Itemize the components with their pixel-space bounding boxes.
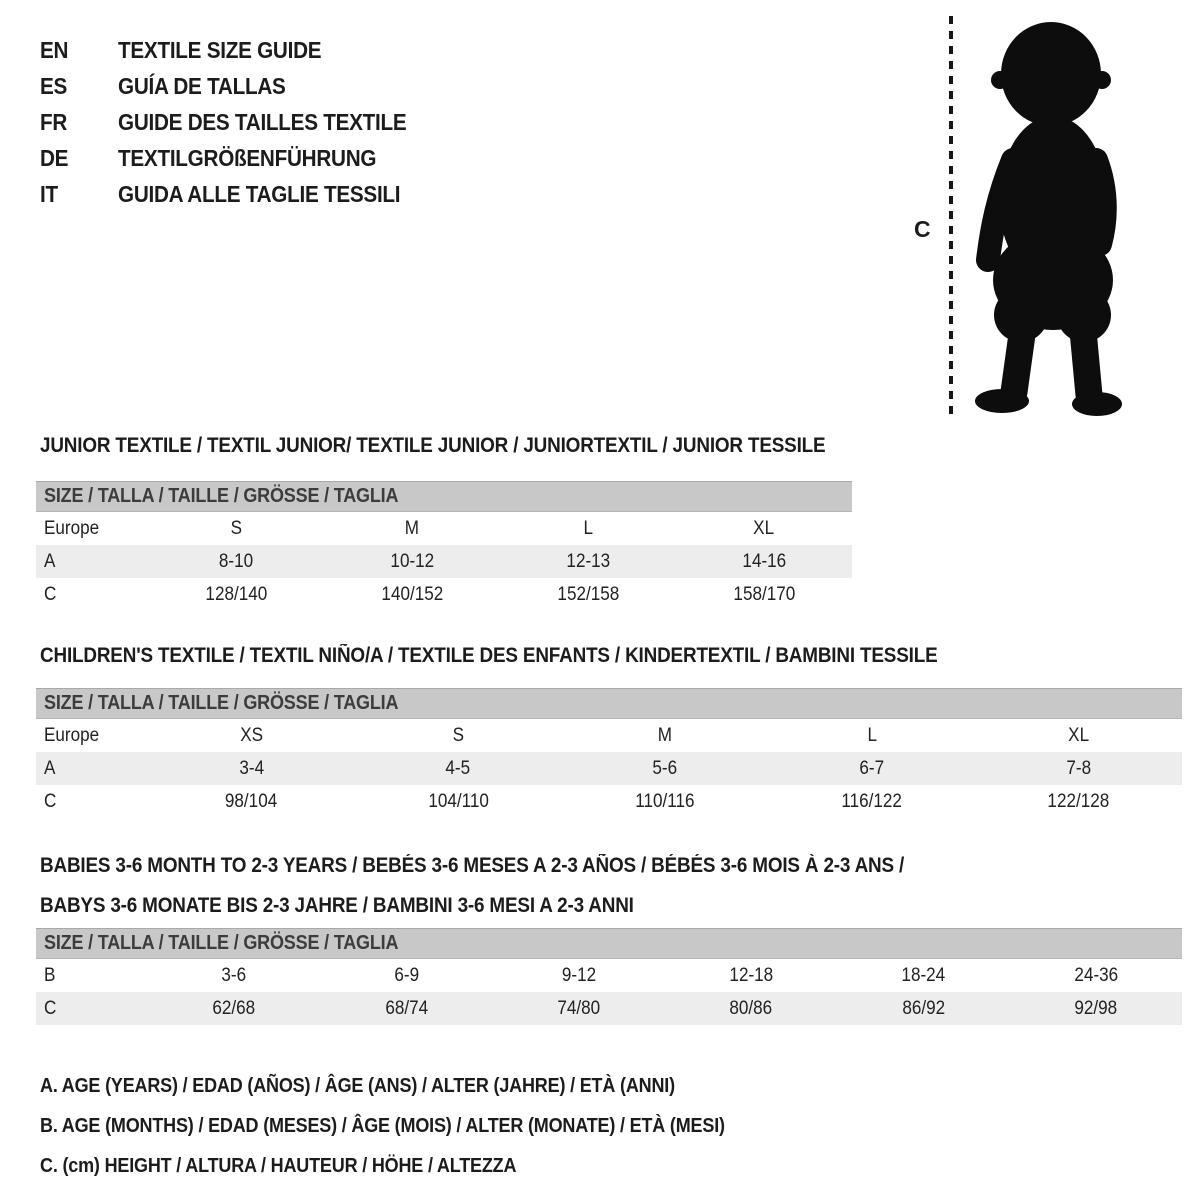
table-cell xyxy=(562,758,769,780)
cell-text: 68/74 xyxy=(385,997,428,1019)
size-header-text: SIZE / TALLA / TAILLE / GRÖSSE / TAGLIA xyxy=(44,692,399,714)
legend xyxy=(40,1066,801,1186)
table-cell xyxy=(500,584,676,606)
language-title: GUIDA ALLE TAGLIE TESSILI xyxy=(118,180,401,207)
table-cell xyxy=(768,791,975,813)
row-label xyxy=(36,518,148,540)
cell-text: XL xyxy=(753,517,775,539)
table-cell xyxy=(500,518,676,540)
cell-text: XS xyxy=(239,724,263,746)
table-cell xyxy=(324,551,500,573)
table-row xyxy=(36,545,852,578)
table-cell xyxy=(148,584,324,606)
language-row xyxy=(40,176,439,212)
row-label-text: C xyxy=(44,790,57,812)
height-label: C xyxy=(914,216,931,242)
legend-text: B. AGE (MONTHS) / EDAD (MESES) / ÂGE (MOIS) / ALTER (MONATE) / ETÀ (MESI) xyxy=(40,1114,725,1137)
legend-line-a xyxy=(40,1066,801,1106)
cell-text: 140/152 xyxy=(381,583,443,605)
table-row xyxy=(36,752,1182,785)
row-label-text: Europe xyxy=(44,517,100,539)
language-title: TEXTILE SIZE GUIDE xyxy=(118,36,322,63)
cell-text: 12-18 xyxy=(729,964,774,986)
cell-text: 12-13 xyxy=(566,550,610,572)
cell-text: S xyxy=(230,517,242,539)
legend-text: C. (cm) HEIGHT / ALTURA / HAUTEUR / HÖHE / ALTEZZA xyxy=(40,1154,517,1177)
table-cell xyxy=(562,791,769,813)
table-cell xyxy=(768,725,975,747)
row-label xyxy=(36,551,148,573)
cell-text: 80/86 xyxy=(729,997,773,1019)
table-cell xyxy=(320,998,492,1020)
language-code: ES xyxy=(40,72,68,99)
legend-line-c xyxy=(40,1146,801,1186)
table-cell xyxy=(324,518,500,540)
toddler-silhouette-icon xyxy=(958,12,1143,418)
cell-text: L xyxy=(583,517,593,539)
cell-text: 10-12 xyxy=(390,550,434,572)
section-title-text: CHILDREN'S TEXTILE / TEXTIL NIÑO/A / TEXTILE DES ENFANTS / KINDERTEXTIL / BAMBINI TESSILE xyxy=(40,644,938,667)
cell-text: 62/68 xyxy=(212,997,256,1019)
cell-text: 8-10 xyxy=(218,550,254,572)
table-cell xyxy=(148,551,324,573)
row-label xyxy=(36,725,148,747)
table-cell xyxy=(975,758,1182,780)
table-body xyxy=(36,719,1182,818)
row-label xyxy=(36,758,148,780)
language-code: EN xyxy=(40,36,69,63)
table-cell xyxy=(148,725,355,747)
language-row xyxy=(40,140,439,176)
table-cell xyxy=(148,965,320,987)
cell-text: 14-16 xyxy=(742,550,786,572)
cell-text: 74/80 xyxy=(557,997,601,1019)
cell-text: 4-5 xyxy=(445,757,471,779)
cell-text: 158/170 xyxy=(733,583,795,605)
cell-text: M xyxy=(657,724,673,746)
table-cell xyxy=(676,518,852,540)
row-label-text: Europe xyxy=(44,724,100,746)
table-row xyxy=(36,512,852,545)
table-cell xyxy=(768,758,975,780)
row-label-text: C xyxy=(44,583,57,605)
language-row xyxy=(40,68,439,104)
cell-text: 110/116 xyxy=(635,790,695,812)
cell-text: 122/128 xyxy=(1047,790,1110,812)
section-title-junior xyxy=(40,434,913,458)
language-code: DE xyxy=(40,144,69,171)
size-header-text: SIZE / TALLA / TAILLE / GRÖSSE / TAGLIA xyxy=(44,485,399,507)
table-body xyxy=(36,959,1182,1025)
section-title-babies xyxy=(40,846,1000,926)
section-title-text: JUNIOR TEXTILE / TEXTIL JUNIOR/ TEXTILE JUNIOR / JUNIORTEXTIL / JUNIOR TESSILE xyxy=(40,434,826,457)
table-cell xyxy=(493,965,665,987)
language-title: TEXTILGRÖßENFÜHRUNG xyxy=(118,144,377,171)
table-cell xyxy=(676,551,852,573)
row-label-text: B xyxy=(44,964,56,986)
table-cell xyxy=(355,758,562,780)
cell-text: 18-24 xyxy=(901,964,946,986)
table-cell xyxy=(148,758,355,780)
cell-text: XL xyxy=(1068,724,1090,746)
table-cell xyxy=(1010,965,1182,987)
table-cell xyxy=(676,584,852,606)
table-cell xyxy=(148,791,355,813)
size-header-band xyxy=(36,688,1182,719)
height-dashed-line xyxy=(949,16,953,416)
cell-text: M xyxy=(404,517,420,539)
cell-text: 128/140 xyxy=(205,583,267,605)
cell-text: 3-4 xyxy=(239,757,264,779)
size-header-text: SIZE / TALLA / TAILLE / GRÖSSE / TAGLIA xyxy=(44,932,399,954)
language-list xyxy=(40,32,439,212)
cell-text: 92/98 xyxy=(1074,997,1118,1019)
babies-size-table xyxy=(36,928,1182,1025)
cell-text: 9-12 xyxy=(561,964,596,986)
table-cell xyxy=(148,518,324,540)
table-cell xyxy=(1010,998,1182,1020)
row-label-text: A xyxy=(44,550,56,572)
table-row xyxy=(36,959,1182,992)
legend-line-b xyxy=(40,1106,801,1146)
table-cell xyxy=(562,725,769,747)
table-cell xyxy=(665,998,837,1020)
row-label xyxy=(36,965,148,987)
table-cell xyxy=(975,725,1182,747)
size-header-band xyxy=(36,928,1182,959)
cell-text: S xyxy=(452,724,464,746)
table-cell xyxy=(493,998,665,1020)
section-title-text: BABIES 3-6 MONTH TO 2-3 YEARS / BEBÉS 3-6 MESES A 2-3 AÑOS / BÉBÉS 3-6 MOIS À 2-3 ANS / xyxy=(40,854,905,877)
cell-text: 152/158 xyxy=(557,583,619,605)
cell-text: 24-36 xyxy=(1073,964,1118,986)
legend-text: A. AGE (YEARS) / EDAD (AÑOS) / ÂGE (ANS) / ALTER (JAHRE) / ETÀ (ANNI) xyxy=(40,1074,675,1097)
table-row xyxy=(36,992,1182,1025)
section-title-text: BABYS 3-6 MONATE BIS 2-3 JAHRE / BAMBINI 3-6 MESI A 2-3 ANNI xyxy=(40,894,634,917)
language-title: GUIDE DES TAILLES TEXTILE xyxy=(118,108,407,135)
table-cell xyxy=(975,791,1182,813)
section-title-children xyxy=(40,644,1037,668)
cell-text: 116/122 xyxy=(841,790,903,812)
cell-text: 86/92 xyxy=(902,997,945,1019)
junior-size-table xyxy=(36,481,852,611)
language-code: IT xyxy=(40,180,58,207)
language-row xyxy=(40,104,439,140)
cell-text: 98/104 xyxy=(225,790,278,812)
table-cell xyxy=(665,965,837,987)
row-label-text: C xyxy=(44,997,57,1019)
table-cell xyxy=(500,551,676,573)
table-cell xyxy=(837,965,1009,987)
cell-text: 5-6 xyxy=(652,757,678,779)
row-label xyxy=(36,998,148,1020)
table-cell xyxy=(324,584,500,606)
table-cell xyxy=(355,791,562,813)
cell-text: L xyxy=(867,724,877,746)
cell-text: 7-8 xyxy=(1066,757,1091,779)
cell-text: 3-6 xyxy=(221,964,247,986)
row-label xyxy=(36,791,148,813)
row-label-text: A xyxy=(44,757,56,779)
table-row xyxy=(36,719,1182,752)
language-title: GUÍA DE TALLAS xyxy=(118,72,286,99)
table-row xyxy=(36,578,852,611)
children-size-table xyxy=(36,688,1182,818)
table-body xyxy=(36,512,852,611)
cell-text: 6-9 xyxy=(394,964,419,986)
language-row xyxy=(40,32,439,68)
table-row xyxy=(36,785,1182,818)
table-cell xyxy=(837,998,1009,1020)
cell-text: 104/110 xyxy=(427,790,489,812)
size-header-band xyxy=(36,481,852,512)
table-cell xyxy=(148,998,320,1020)
language-code: FR xyxy=(40,108,68,135)
row-label xyxy=(36,584,148,606)
table-cell xyxy=(320,965,492,987)
cell-text: 6-7 xyxy=(859,757,885,779)
table-cell xyxy=(355,725,562,747)
